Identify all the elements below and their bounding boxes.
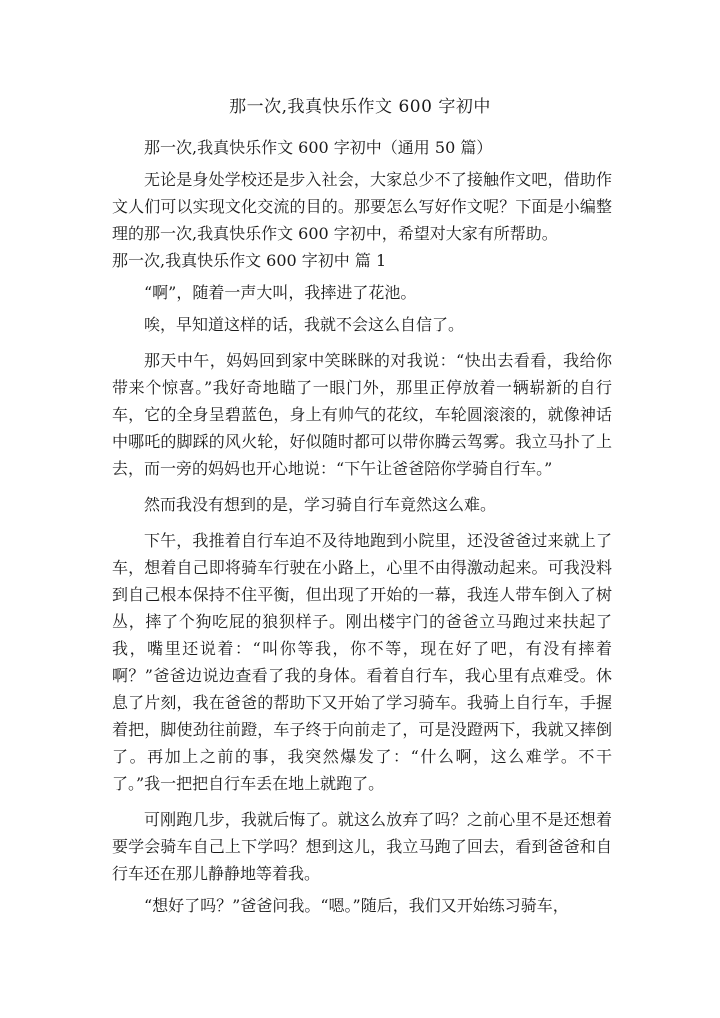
document-body (112, 134, 612, 919)
body-paragraph: “啊”，随着一声大叫，我摔进了花池。 (144, 283, 417, 302)
body-paragraph: 唉，早知道这样的话，我就不会这么自信了。 (144, 315, 465, 334)
body-paragraph: 可刚跑几步，我就后悔了。就这么放弃了吗？之前心里不是还想着要学会骑车自己上下学吗？想到这儿，我立马跑了回去，看到爸爸和自行车还在那儿静静地等着我。 (112, 810, 612, 883)
body-paragraph: 下午，我推着自行车迫不及待地跑到小院里，还没爸爸过来就上了车，想着自己即将骑车行驶在小路上，心里不由得激动起来。可我没料到自己根本保持不住平衡，但出现了开始的一幕，我连人带车倒入了树丛，摔了个狗吃屁的狼狈样子。刚出楼宇门的爸爸立马跑过来扶起了我，嘴里还说着：“叫你等我，你不等，现在好了吧，有没有摔着啊？”爸爸边说边查看了我的身体。看着自行车，我心里有点难受。休息了片刻，我在爸爸的帮助下又开始了学习骑车。我骑上自行车，手握着把，脚使劲往前蹬，车子终于向前走了，可是没蹬两下，我就又摔倒了。再加上之前的事，我突然爆发了：“什么啊，这么难学。不干了。”我一把把自行车丢在地上就跑了。 (112, 531, 612, 793)
body-paragraph: 然而我没有想到的是，学习骑自行车竟然这么难。 (144, 495, 497, 514)
body-paragraph: “想好了吗？”爸爸问我。“嗯。”随后，我们又开始练习骑车， (144, 896, 569, 915)
subtitle-paragraph: 那一次,我真快乐作文 600 字初中（通用 50 篇） (144, 138, 493, 157)
intro-paragraph: 无论是身处学校还是步入社会，大家总少不了接触作文吧，借助作文人们可以实现文化交流的目的。那要怎么写好作文呢？下面是小编整理的那一次,我真快乐作文 600 字初中，希望对大家有所帮助。 (112, 170, 612, 243)
document-title: 那一次,我真快乐作文 600 字初中 (229, 97, 491, 117)
section-heading: 那一次,我真快乐作文 600 字初中 篇 1 (112, 251, 387, 270)
body-paragraph: 那天中午，妈妈回到家中笑眯眯的对我说：“快出去看看，我给你带来个惊喜。”我好奇地瞄了一眼门外，那里正停放着一辆崭新的自行车，它的全身呈碧蓝色，身上有帅气的花纹，车轮圆滚滚的，就像神话中哪吒的脚踩的风火轮，好似随时都可以带你腾云驾雾。我立马扑了上去，而一旁的妈妈也开心地说：“下午让爸爸陪你学骑自行车。” (112, 351, 612, 478)
